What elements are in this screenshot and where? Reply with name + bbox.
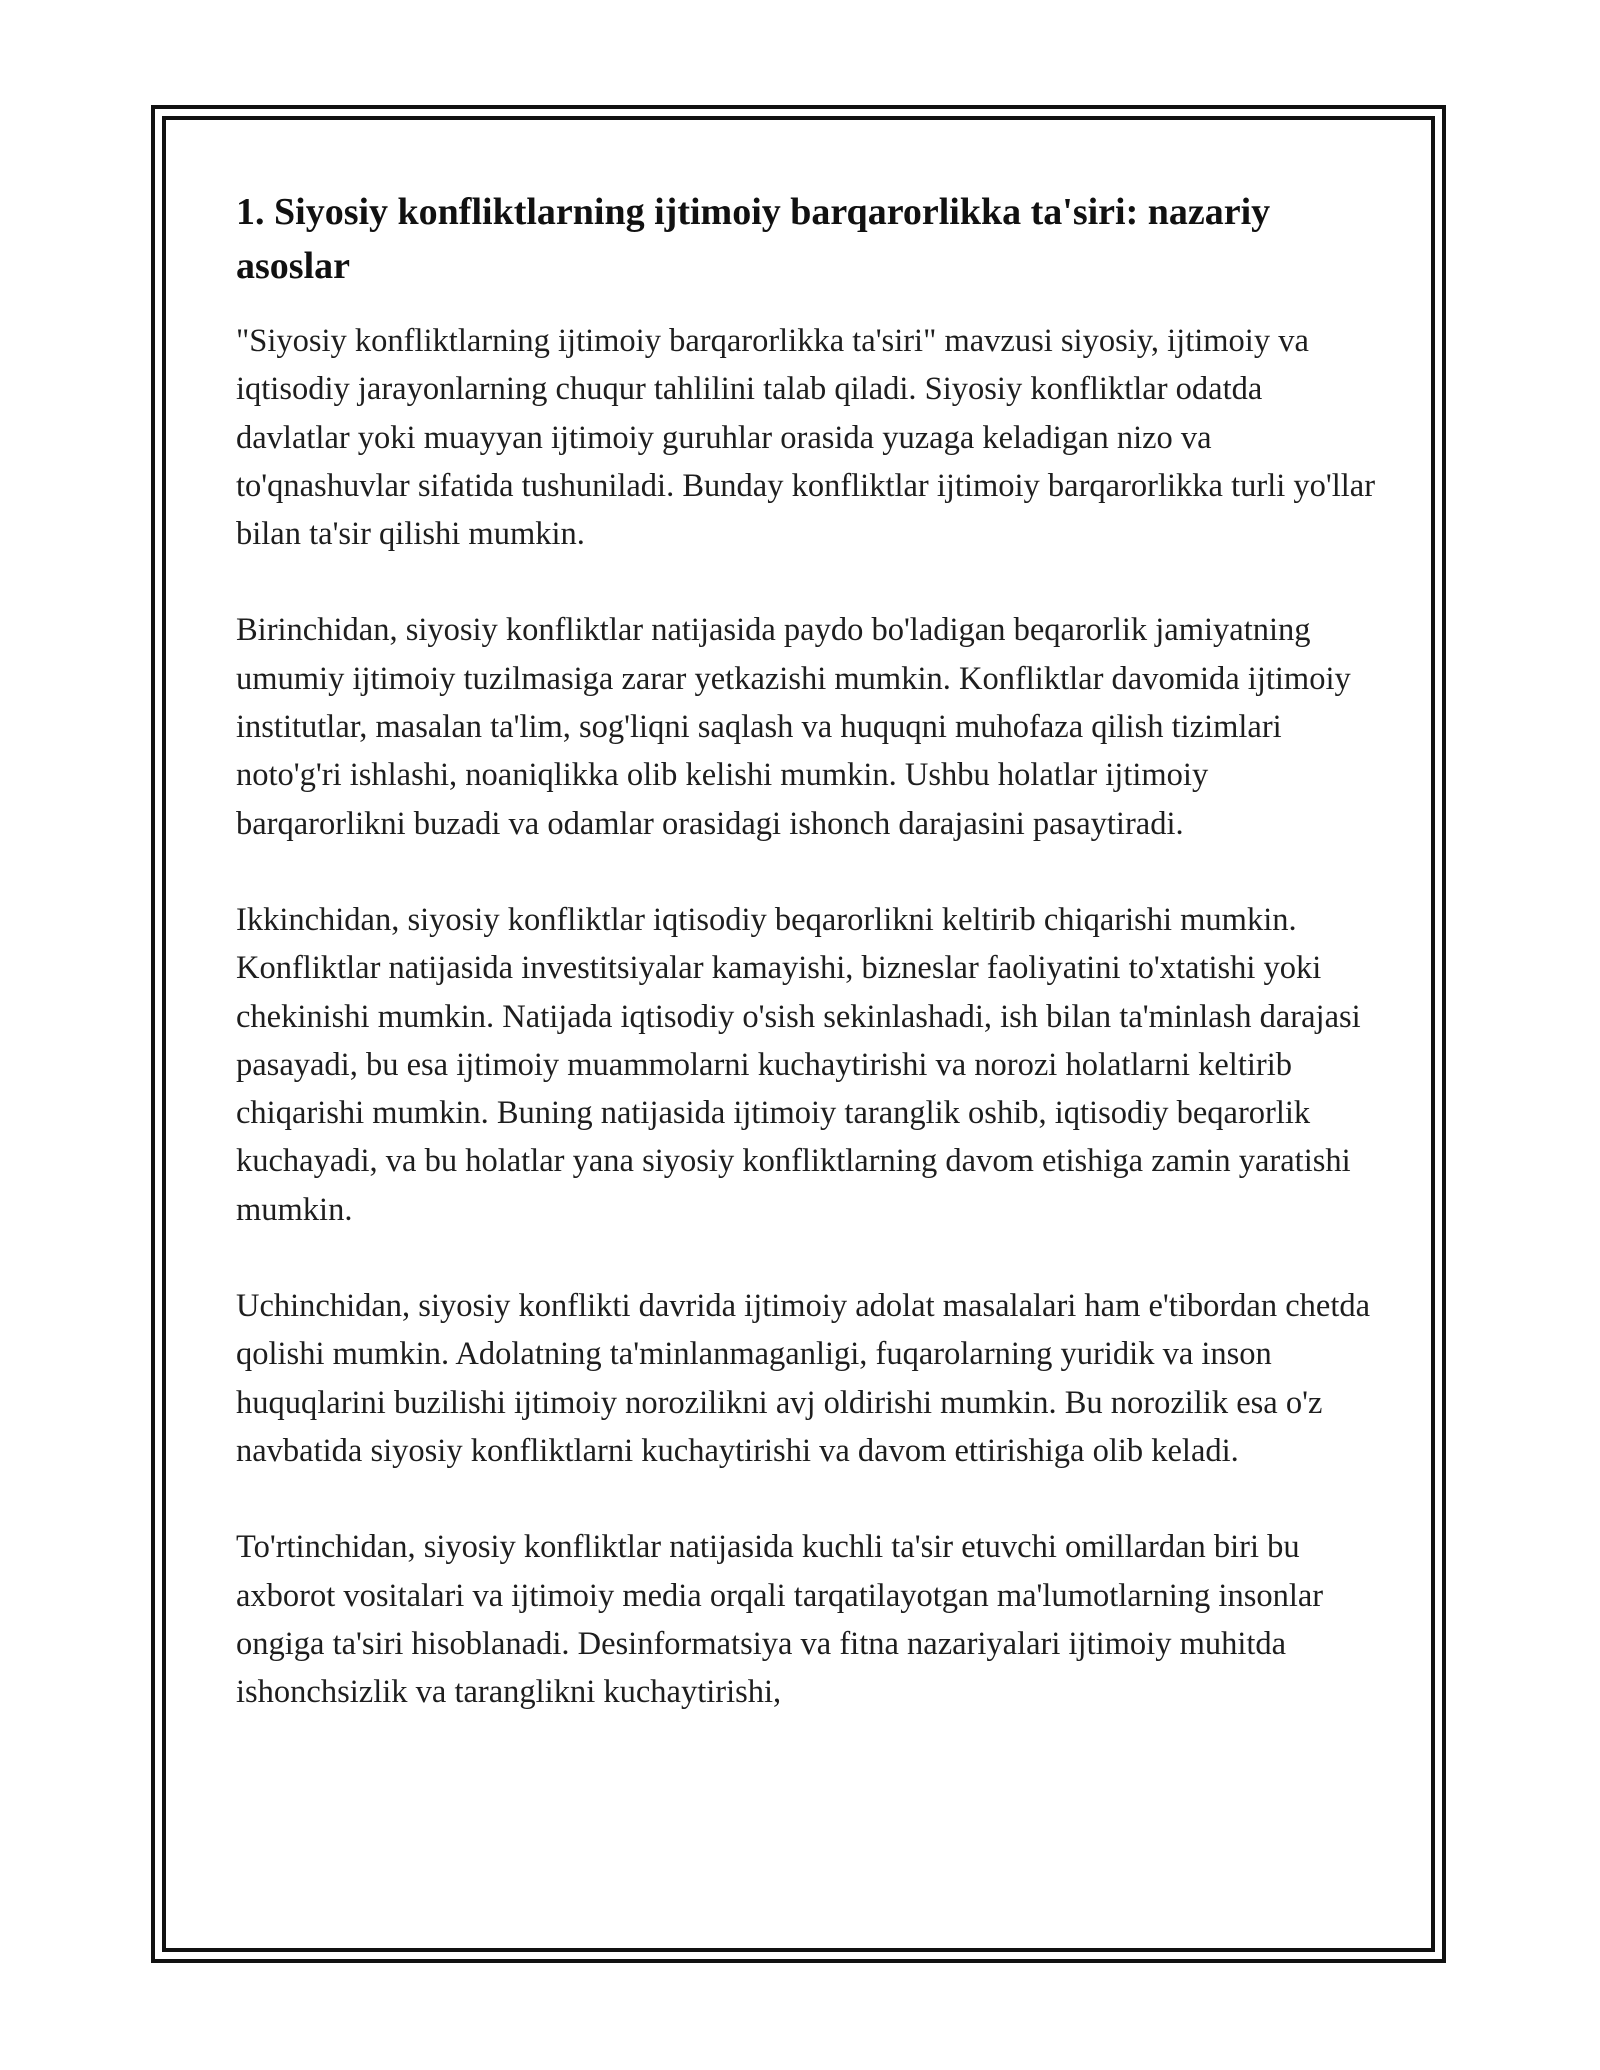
document-body xyxy=(236,185,1376,1764)
section-heading: 1. Siyosiy konfliktlarning ijtimoiy barqarorlikka ta'siri: nazariy asoslar xyxy=(236,191,1271,287)
paragraph-1: "Siyosiy konfliktlarning ijtimoiy barqarorlikka ta'siri" mavzusi siyosiy, ijtimoiy va iqtisodiy jarayonlarning chuqur tahlilini talab qiladi. Siyosiy konfliktlar odatda davlatlar yoki muayyan ijtimoiy guruhlar orasida yuzaga keladigan nizo va to'qnashuvlar sifatida tushuniladi. Bunday konfliktlar ijtimoiy barqarorlikka turli yo'llar bilan ta'sir qilishi mumkin. xyxy=(236,323,1376,553)
paragraph-2: Birinchidan, siyosiy konfliktlar natijasida paydo bo'ladigan beqarorlik jamiyatning umumiy ijtimoiy tuzilmasiga zarar yetkazishi mumkin. Konfliktlar davomida ijtimoiy institutlar, masalan ta'lim, sog'liqni saqlash va huquqni muhofaza qilish tizimlari noto'g'ri ishlashi, noaniqlikka olib kelishi mumkin. Ushbu holatlar ijtimoiy barqarorlikni buzadi va odamlar orasidagi ishonch darajasini pasaytiradi. xyxy=(236,612,1351,842)
paragraph-5: To'rtinchidan, siyosiy konfliktlar natijasida kuchli ta'sir etuvchi omillardan biri bu axborot vositalari va ijtimoiy media orqali tarqatilayotgan ma'lumotlarning insonlar ongiga ta'siri hisoblanadi. Desinformatsiya va fitna nazariyalari ijtimoiy muhitda ishonchsizlik va taranglikni kuchaytirishi, xyxy=(236,1529,1324,1711)
paragraph-4: Uchinchidan, siyosiy konflikti davrida ijtimoiy adolat masalalari ham e'tibordan chetda qolishi mumkin. Adolatning ta'minlanmaganligi, fuqarolarning yuridik va inson huquqlarini buzilishi ijtimoiy norozilikni avj oldirishi mumkin. Bu norozilik esa o'z navbatida siyosiy konfliktlarni kuchaytirishi va davom ettirishiga olib keladi. xyxy=(236,1288,1371,1469)
paragraph-3: Ikkinchidan, siyosiy konfliktlar iqtisodiy beqarorlikni keltirib chiqarishi mumkin. Konfliktlar natijasida investitsiyalar kamayishi, bizneslar faoliyatini to'xtatishi yoki chekinishi mumkin. Natijada iqtisodiy o'sish sekinlashadi, ish bilan ta'minlash darajasi pasayadi, bu esa ijtimoiy muammolarni kuchaytirishi va norozi holatlarni keltirib chiqarishi mumkin. Buning natijasida ijtimoiy taranglik oshib, iqtisodiy beqarorlik kuchayadi, va bu holatlar yana siyosiy konfliktlarning davom etishiga zamin yaratishi mumkin. xyxy=(236,901,1361,1228)
